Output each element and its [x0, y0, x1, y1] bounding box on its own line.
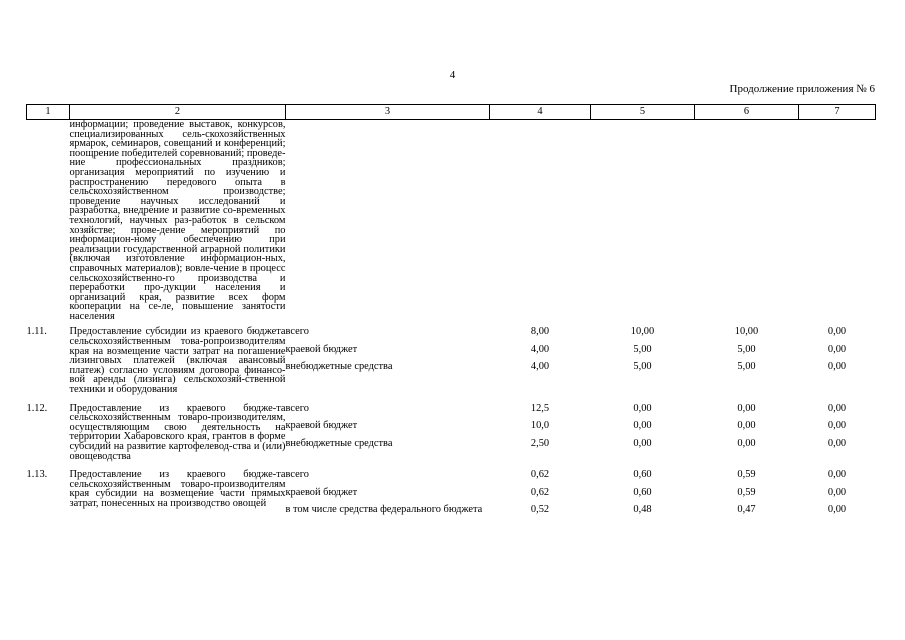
funding-source: внебюджетные средства: [285, 361, 393, 373]
value-cell: 0,00: [827, 361, 847, 373]
value-cell: 0,00: [827, 326, 847, 338]
col6-values: [695, 395, 799, 462]
value-cell: 0,52: [530, 504, 550, 516]
col7-values: [799, 395, 876, 462]
appendix-table: [26, 104, 876, 523]
value-cell: 0,62: [530, 469, 550, 481]
col5-values: [591, 321, 695, 394]
value-cell: 0,00: [633, 402, 652, 414]
row-number: 1.12.: [26, 402, 48, 414]
value-cell: 0,00: [827, 486, 847, 498]
row-number: 1.11.: [26, 326, 47, 338]
row-number: 1.13.: [26, 469, 48, 481]
appendix-continuation-note: Продолжение приложения № 6: [729, 83, 875, 95]
table-row: [27, 461, 876, 523]
value-cell: 0,00: [737, 420, 756, 432]
col4-values: [490, 395, 591, 462]
col4-values: [490, 321, 591, 394]
column-header: 6: [695, 105, 799, 120]
funding-source: всего: [285, 402, 309, 414]
table-row: [27, 321, 876, 394]
value-cell: 0,00: [633, 437, 652, 449]
value-cell: 10,00: [734, 326, 759, 338]
value-cell: 0,00: [827, 343, 847, 355]
value-cell: 5,00: [737, 361, 756, 373]
funding-sources: [286, 461, 490, 523]
funding-source: всего: [285, 469, 309, 481]
row-description: Предоставление из краевого бюдже-та сельскохозяйственным товаро-производителям, осуществляющим свою деятельность на территории Хабаровского края, грантов в форме субсидий на развитие картофелевод-ства и (или) овощеводства: [69, 402, 286, 462]
funding-source: всего: [285, 326, 309, 338]
value-cell: 8,00: [530, 326, 550, 338]
value-cell: 0,00: [827, 402, 847, 414]
value-cell: 0,48: [633, 504, 652, 516]
value-cell: 0,00: [827, 469, 847, 481]
column-header: 7: [799, 105, 876, 120]
table-row: [27, 395, 876, 462]
column-header: 4: [490, 105, 591, 120]
column-header: 2: [70, 105, 286, 120]
col4-values: [490, 461, 591, 523]
column-number-row: [27, 105, 876, 120]
value-cell: 0,00: [827, 437, 847, 449]
col7-values: [799, 461, 876, 523]
col6-values: [695, 321, 799, 394]
funding-source: в том числе средства федерального бюджета: [285, 504, 483, 516]
value-cell: 0,00: [737, 437, 756, 449]
value-cell: 0,00: [827, 420, 847, 432]
value-cell: 5,00: [737, 343, 756, 355]
funding-sources: [286, 395, 490, 462]
funding-source: краевой бюджет: [285, 420, 358, 432]
table-row-continuation: [27, 120, 876, 322]
value-cell: 0,59: [737, 486, 756, 498]
row-description: Предоставление субсидии из краевого бюджета сельскохозяйственным това-ропроизводителям края на возмещение части затрат на погашение лизинговых платежей (включая авансовый платеж) согласно условиям договора финансо-вой аренды (лизинга) сельскохозяй-ственной техники и оборудования: [69, 326, 286, 396]
row-description: Предоставление из краевого бюдже-та сельскохозяйственным товаро-производителям края субсидии на возмещение части прямых затрат, понесенных на производство овощей: [69, 469, 286, 509]
value-cell: 0,59: [737, 469, 756, 481]
column-header: 1: [27, 105, 70, 120]
col5-values: [591, 395, 695, 462]
value-cell: 12,5: [530, 402, 550, 414]
value-cell: 5,00: [633, 343, 652, 355]
value-cell: 10,0: [530, 420, 550, 432]
value-cell: 0,60: [633, 469, 652, 481]
value-cell: 0,00: [827, 504, 847, 516]
column-header: 3: [286, 105, 490, 120]
col7-values: [799, 321, 876, 394]
value-cell: 0,62: [530, 486, 550, 498]
value-cell: 0,47: [737, 504, 756, 516]
funding-source: внебюджетные средства: [285, 437, 393, 449]
page-number: 4: [449, 69, 456, 81]
value-cell: 0,00: [737, 402, 756, 414]
value-cell: 5,00: [633, 361, 652, 373]
value-cell: 10,00: [630, 326, 655, 338]
value-cell: 0,60: [633, 486, 652, 498]
value-cell: 2,50: [530, 437, 550, 449]
continuation-description: информации; проведение выставок, конкурсов, специализированных сель-скохозяйственных ярмарок, семинаров, совещаний и конференций; поощрение победителей соревнований; проведе-ние профессиональных праздников; организация мероприятий по изучению и распространению передового опыта в сельскохозяйственном производстве; проведение научных исследований и разработка, внедрение и развитие со-временных технологий, научных раз-работок в сельском хозяйстве; прове-дение мероприятий по информацион-ному обеспечению при реализации государственной аграрной политики (включая изготовление информацион-ных, справочных материалов); вовле-чение в процесс сельскохозяйственно-го производства и переработки про-дукции населения и организаций края, развитие всех форм кооперации на се-ле, повышение занятости населения: [69, 119, 286, 322]
funding-source: краевой бюджет: [285, 486, 358, 498]
funding-sources: [286, 321, 490, 394]
value-cell: 4,00: [530, 343, 550, 355]
value-cell: 4,00: [530, 361, 550, 373]
col5-values: [591, 461, 695, 523]
column-header: 5: [591, 105, 695, 120]
funding-source: краевой бюджет: [285, 343, 358, 355]
col6-values: [695, 461, 799, 523]
value-cell: 0,00: [633, 420, 652, 432]
